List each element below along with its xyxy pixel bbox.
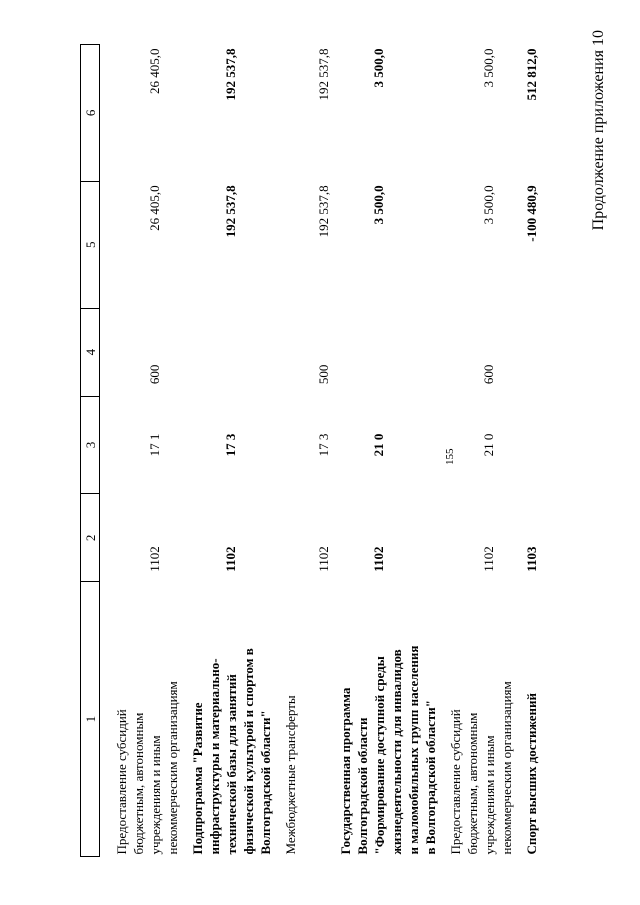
table-header-row bbox=[81, 45, 100, 857]
row-name-line: Волгоградской области" bbox=[258, 710, 273, 855]
section-code: 1102 bbox=[316, 546, 331, 572]
expense-type-code bbox=[332, 308, 442, 396]
expense-type-code bbox=[518, 308, 543, 396]
target-item-code: 17 3 bbox=[316, 433, 331, 457]
header-col-2: 2 bbox=[81, 494, 100, 582]
amount-change: 192 537,8 bbox=[223, 185, 238, 238]
section-code: 1103 bbox=[524, 546, 539, 572]
expense-type-code: 600 bbox=[147, 364, 162, 385]
row-name bbox=[332, 582, 442, 857]
expense-type-code: 500 bbox=[316, 364, 331, 385]
row-name-line: в Волгоградской области" bbox=[423, 699, 438, 855]
row-name-line: Подпрограмма "Развитие bbox=[190, 702, 205, 855]
row-name bbox=[277, 582, 332, 857]
row-name-line: некоммерческим организациям bbox=[165, 681, 180, 855]
row-name-line: "Формирование доступной среды bbox=[372, 656, 387, 855]
target-item-code: 21 0 bbox=[481, 433, 496, 457]
row-name-line: инфраструктуры и материально- bbox=[207, 658, 222, 855]
row-name-line: жизнедеятельности для инвалидов bbox=[389, 649, 404, 855]
amount-change: 192 537,8 bbox=[316, 185, 331, 238]
header-col-1: 1 bbox=[81, 582, 100, 857]
budget-table bbox=[80, 44, 543, 857]
row-name-line: физической культурой и спортом в bbox=[241, 648, 256, 855]
header-col-3: 3 bbox=[81, 396, 100, 494]
row-name bbox=[108, 582, 184, 857]
target-item-code: 17 1 bbox=[147, 433, 162, 457]
amount-total: 192 537,8 bbox=[223, 48, 238, 101]
row-name-line: учреждениям и иным bbox=[148, 735, 163, 855]
target-item-code bbox=[518, 396, 543, 494]
table-row bbox=[108, 45, 184, 857]
header-col-4: 4 bbox=[81, 308, 100, 396]
header-col-5: 5 bbox=[81, 181, 100, 308]
table-row bbox=[184, 45, 277, 857]
section-code: 1102 bbox=[481, 546, 496, 572]
row-name bbox=[518, 582, 543, 857]
table-row bbox=[277, 45, 332, 857]
table-body bbox=[108, 45, 543, 857]
row-name-line: технической базы для занятий bbox=[224, 674, 239, 855]
table-row bbox=[332, 45, 442, 857]
section-code: 1102 bbox=[147, 546, 162, 572]
header-col-6: 6 bbox=[81, 45, 100, 182]
row-name-line: некоммерческим организациям bbox=[499, 681, 514, 855]
amount-change: 3 500,0 bbox=[371, 185, 386, 225]
row-name-line: Предоставление субсидий bbox=[448, 709, 463, 855]
row-name-line: и маломобильных групп населения bbox=[406, 645, 421, 855]
table-row bbox=[518, 45, 543, 857]
row-name-line: бюджетным, автономным bbox=[131, 712, 146, 855]
section-code: 1102 bbox=[223, 546, 238, 572]
row-name bbox=[184, 582, 277, 857]
target-item-code: 21 0 bbox=[371, 433, 386, 457]
amount-total: 3 500,0 bbox=[481, 48, 496, 88]
amount-change: 26 405,0 bbox=[147, 185, 162, 231]
amount-total: 3 500,0 bbox=[371, 48, 386, 88]
expense-type-code bbox=[184, 308, 277, 396]
amount-total: 26 405,0 bbox=[147, 48, 162, 94]
row-name-line: Волгоградской области bbox=[355, 717, 370, 855]
amount-total: 512 812,0 bbox=[524, 48, 539, 101]
row-name-line: Предоставление субсидий bbox=[114, 709, 129, 855]
row-name-line: учреждениям и иным bbox=[482, 735, 497, 855]
row-name-line: Межбюджетные трансферты bbox=[283, 695, 298, 855]
continuation-label: Продолжение приложения 10 bbox=[590, 30, 607, 231]
page-number: 155 bbox=[444, 448, 456, 465]
row-name-line: Спорт высших достижений bbox=[524, 693, 539, 855]
amount-change: 3 500,0 bbox=[481, 185, 496, 225]
amount-change: -100 480,9 bbox=[524, 185, 539, 242]
row-name-line: Государственная программа bbox=[338, 687, 353, 855]
section-code: 1102 bbox=[371, 546, 386, 572]
expense-type-code: 600 bbox=[481, 364, 496, 385]
row-name-line: бюджетным, автономным bbox=[465, 712, 480, 855]
table-row bbox=[442, 45, 518, 857]
row-name bbox=[442, 582, 518, 857]
amount-total: 192 537,8 bbox=[316, 48, 331, 101]
target-item-code: 17 3 bbox=[223, 433, 238, 457]
